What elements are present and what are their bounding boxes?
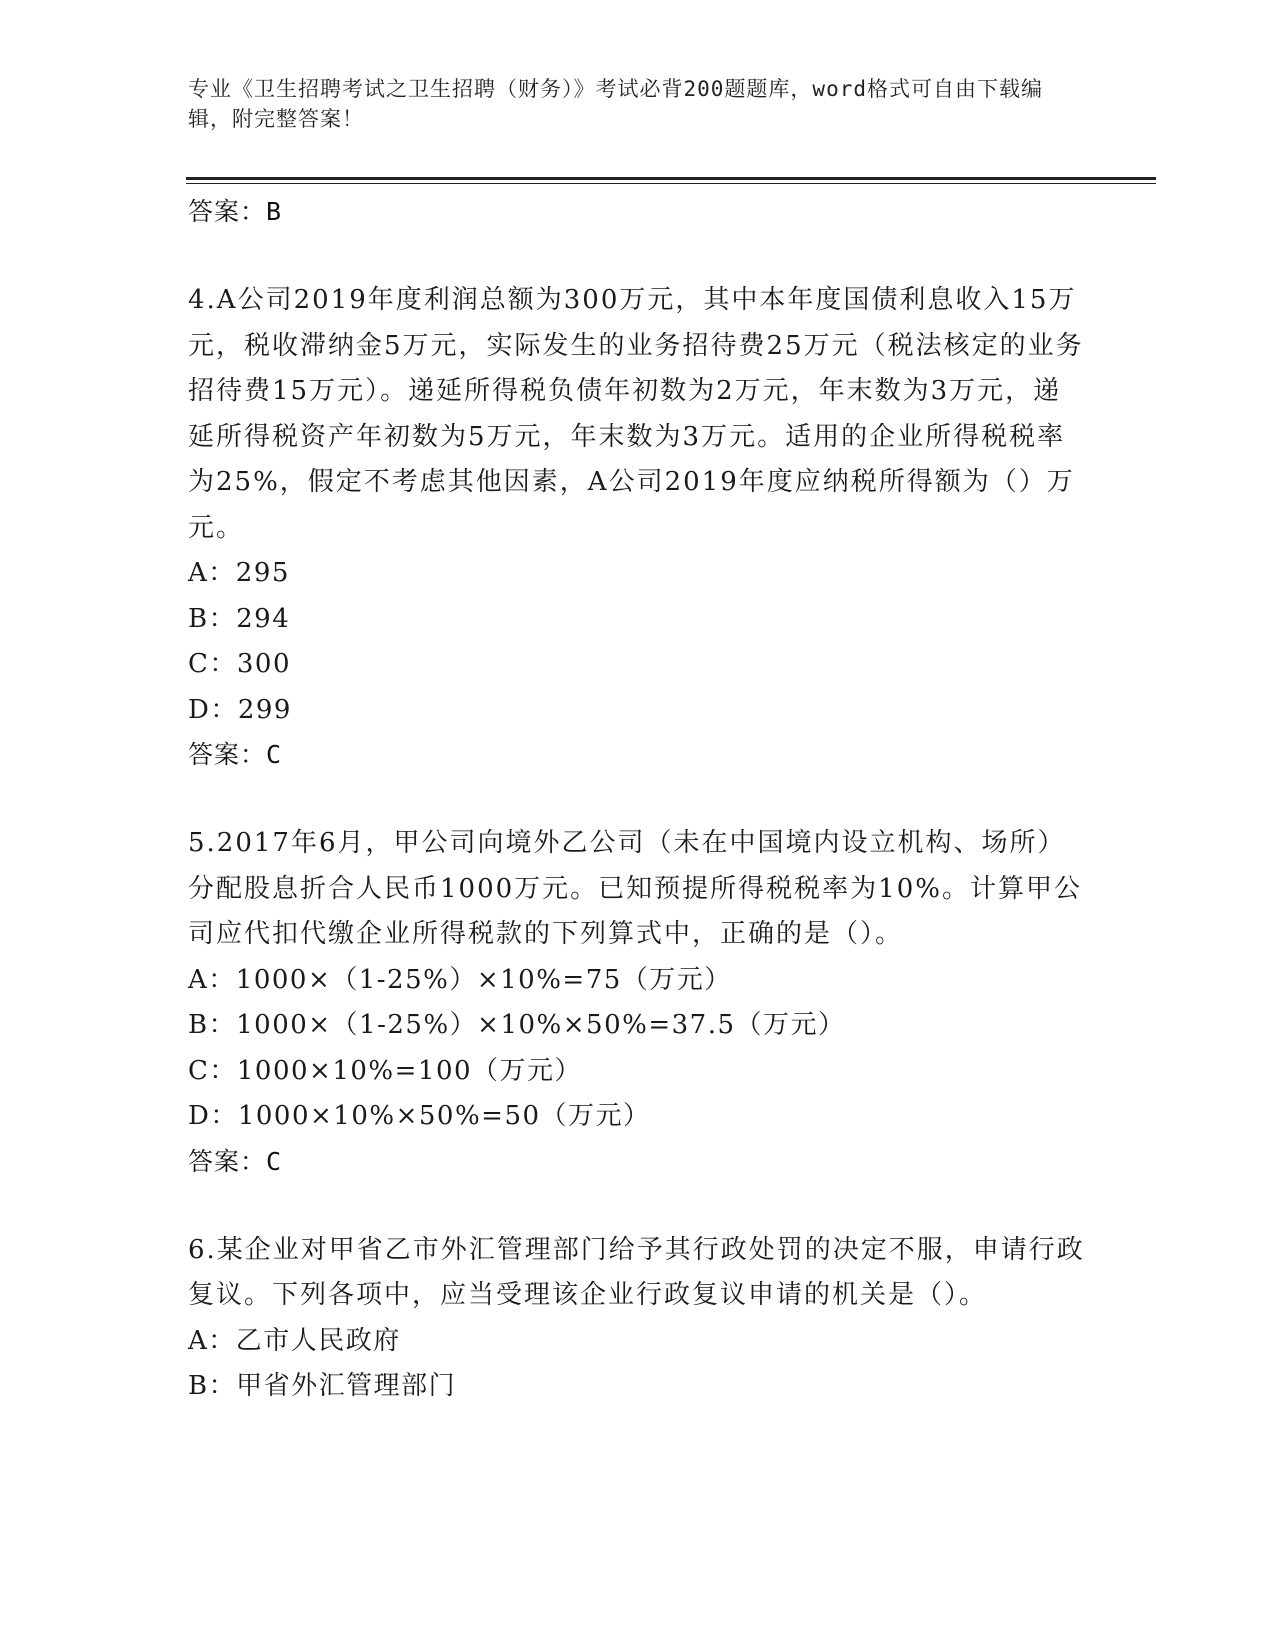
question-text-6: 6.某企业对甲省乙市外汇管理部门给予其行政处罚的决定不服，申请行政复议。下列各项中，应当受理该企业行政复议申请的机关是（）。: [188, 1234, 1085, 1310]
option-a-5: A：1000×（1-25%）×10%=75（万元）: [188, 964, 732, 995]
option-b-5: B：1000×（1-25%）×10%×50%=37.5（万元）: [188, 1010, 846, 1040]
spacer: [188, 234, 1088, 278]
option-b-4: B：294: [188, 603, 291, 634]
header-rule-thin: [186, 183, 1156, 184]
answer-q4: 答案：C: [188, 740, 283, 769]
question-block-6: [188, 1228, 1088, 1410]
option-c-5: C：1000×10%=100（万元）: [188, 1055, 583, 1086]
option-d-4: D：299: [188, 694, 292, 725]
question-text-4: 4.A公司2019年度利润总额为300万元，其中本年度国债利息收入15万元，税收滞纳金5万元，实际发生的业务招待费25万元（税法核定的业务招待费15万元）。递延所得税负债年初数为2万元，年末数为3万元，递延所得税资产年初数为5万元，年末数为3万元。适用的企业所得税税率为25%，假定不考虑其他因素，A公司2019年度应纳税所得额为（）万元。: [188, 285, 1084, 543]
answer-q3: 答案：B: [188, 197, 283, 226]
option-c-4: C：300: [188, 649, 292, 679]
answer-q5: 答案：C: [188, 1146, 283, 1176]
spacer: [188, 1184, 1088, 1228]
option-a-6: A：乙市人民政府: [188, 1325, 401, 1356]
question-block-4: [188, 278, 1088, 777]
spacer: [188, 777, 1088, 821]
question-text-5: 5.2017年6月，甲公司向境外乙公司（未在中国境内设立机构、场所）分配股息折合人民币1000万元。已知预提所得税税率为10%。计算甲公司应代扣代缴企业所得税款的下列算式中，正确的是（）。: [188, 828, 1082, 949]
question-content: [188, 190, 1088, 1410]
option-a-4: A：295: [188, 558, 290, 588]
page-header: 专业《卫生招聘考试之卫生招聘（财务）》考试必背200题题库，word格式可自由下载编辑，附完整答案！: [188, 77, 1043, 131]
option-d-5: D：1000×10%×50%=50（万元）: [188, 1101, 651, 1131]
option-b-6: B：甲省外汇管理部门: [188, 1371, 457, 1401]
question-block-5: [188, 821, 1088, 1184]
header-rule-thick: [186, 177, 1156, 180]
